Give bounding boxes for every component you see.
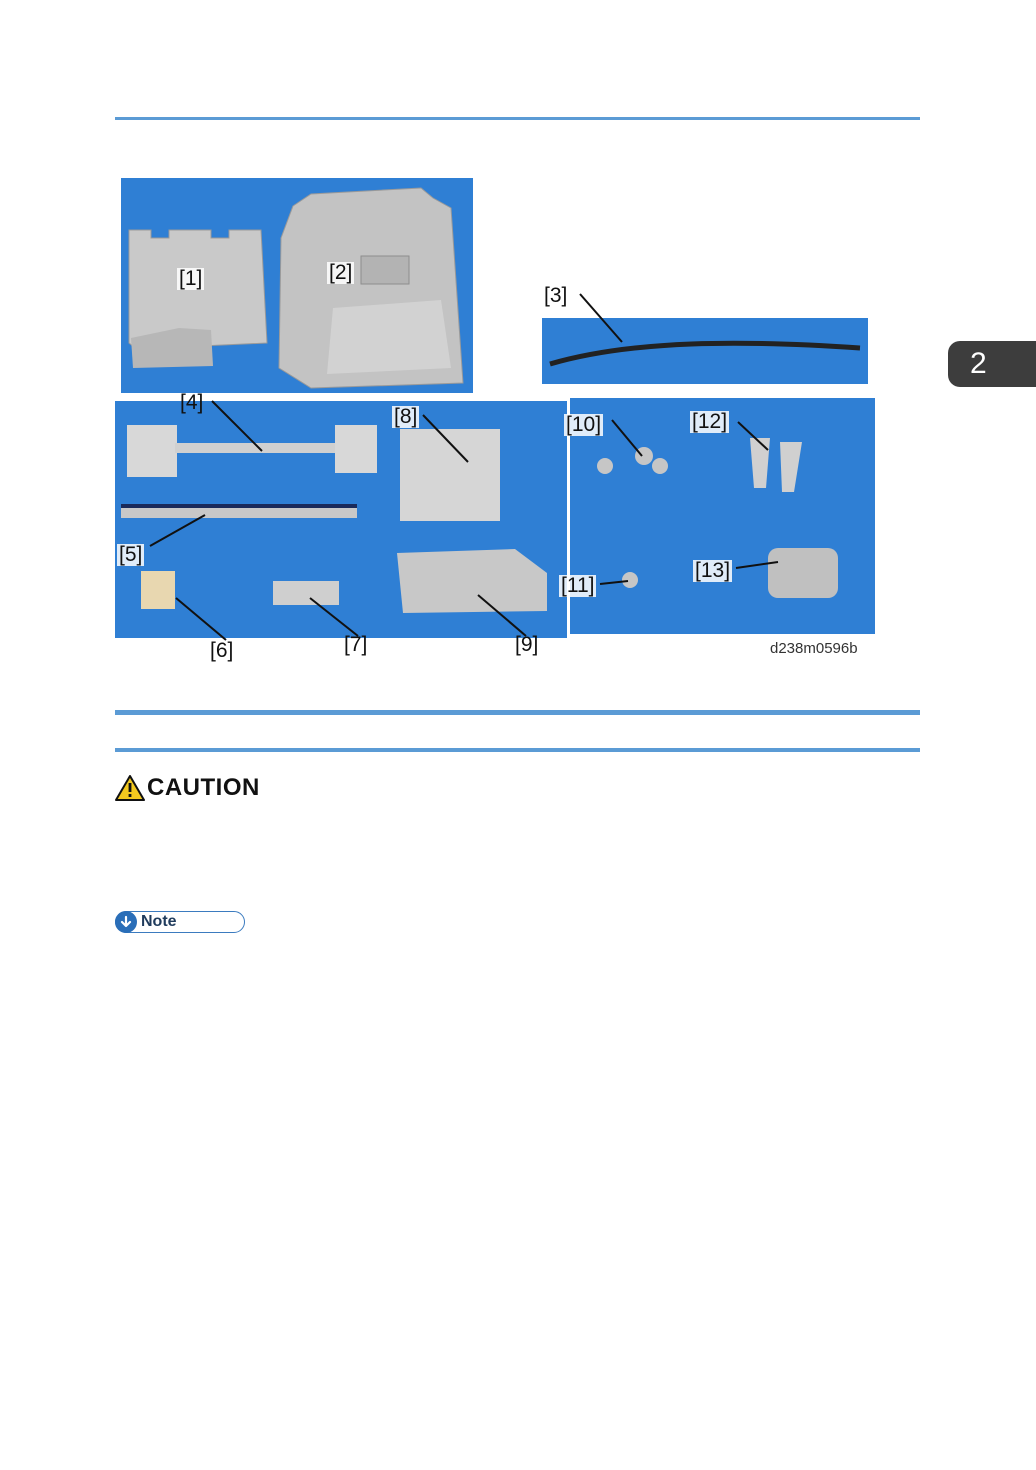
figure-id: d238m0596b (770, 640, 858, 657)
leader-lines (0, 0, 1036, 700)
callout-12: [12] (692, 410, 728, 433)
callout-13: [13] (695, 559, 731, 582)
callout-7: [7] (344, 633, 368, 656)
note-label: Note (141, 913, 177, 930)
callout-5: [5] (119, 543, 143, 566)
down-arrow-icon (115, 911, 137, 933)
caution-label: CAUTION (147, 774, 260, 801)
warning-triangle-icon (115, 775, 145, 801)
caution-heading (115, 773, 260, 803)
callout-6: [6] (210, 639, 234, 662)
callout-1: [1] (179, 267, 203, 290)
callout-11: [11] (561, 574, 595, 597)
callout-10: [10] (566, 413, 602, 436)
callout-9: [9] (515, 633, 539, 656)
callout-3: [3] (544, 284, 568, 307)
chapter-tab[interactable]: 2 (948, 341, 1036, 387)
note-badge (115, 911, 245, 933)
callout-4: [4] (180, 391, 204, 414)
callout-8: [8] (394, 405, 418, 428)
section-rule-bottom (115, 748, 920, 752)
callout-2: [2] (329, 261, 353, 284)
section-rule-top (115, 710, 920, 715)
